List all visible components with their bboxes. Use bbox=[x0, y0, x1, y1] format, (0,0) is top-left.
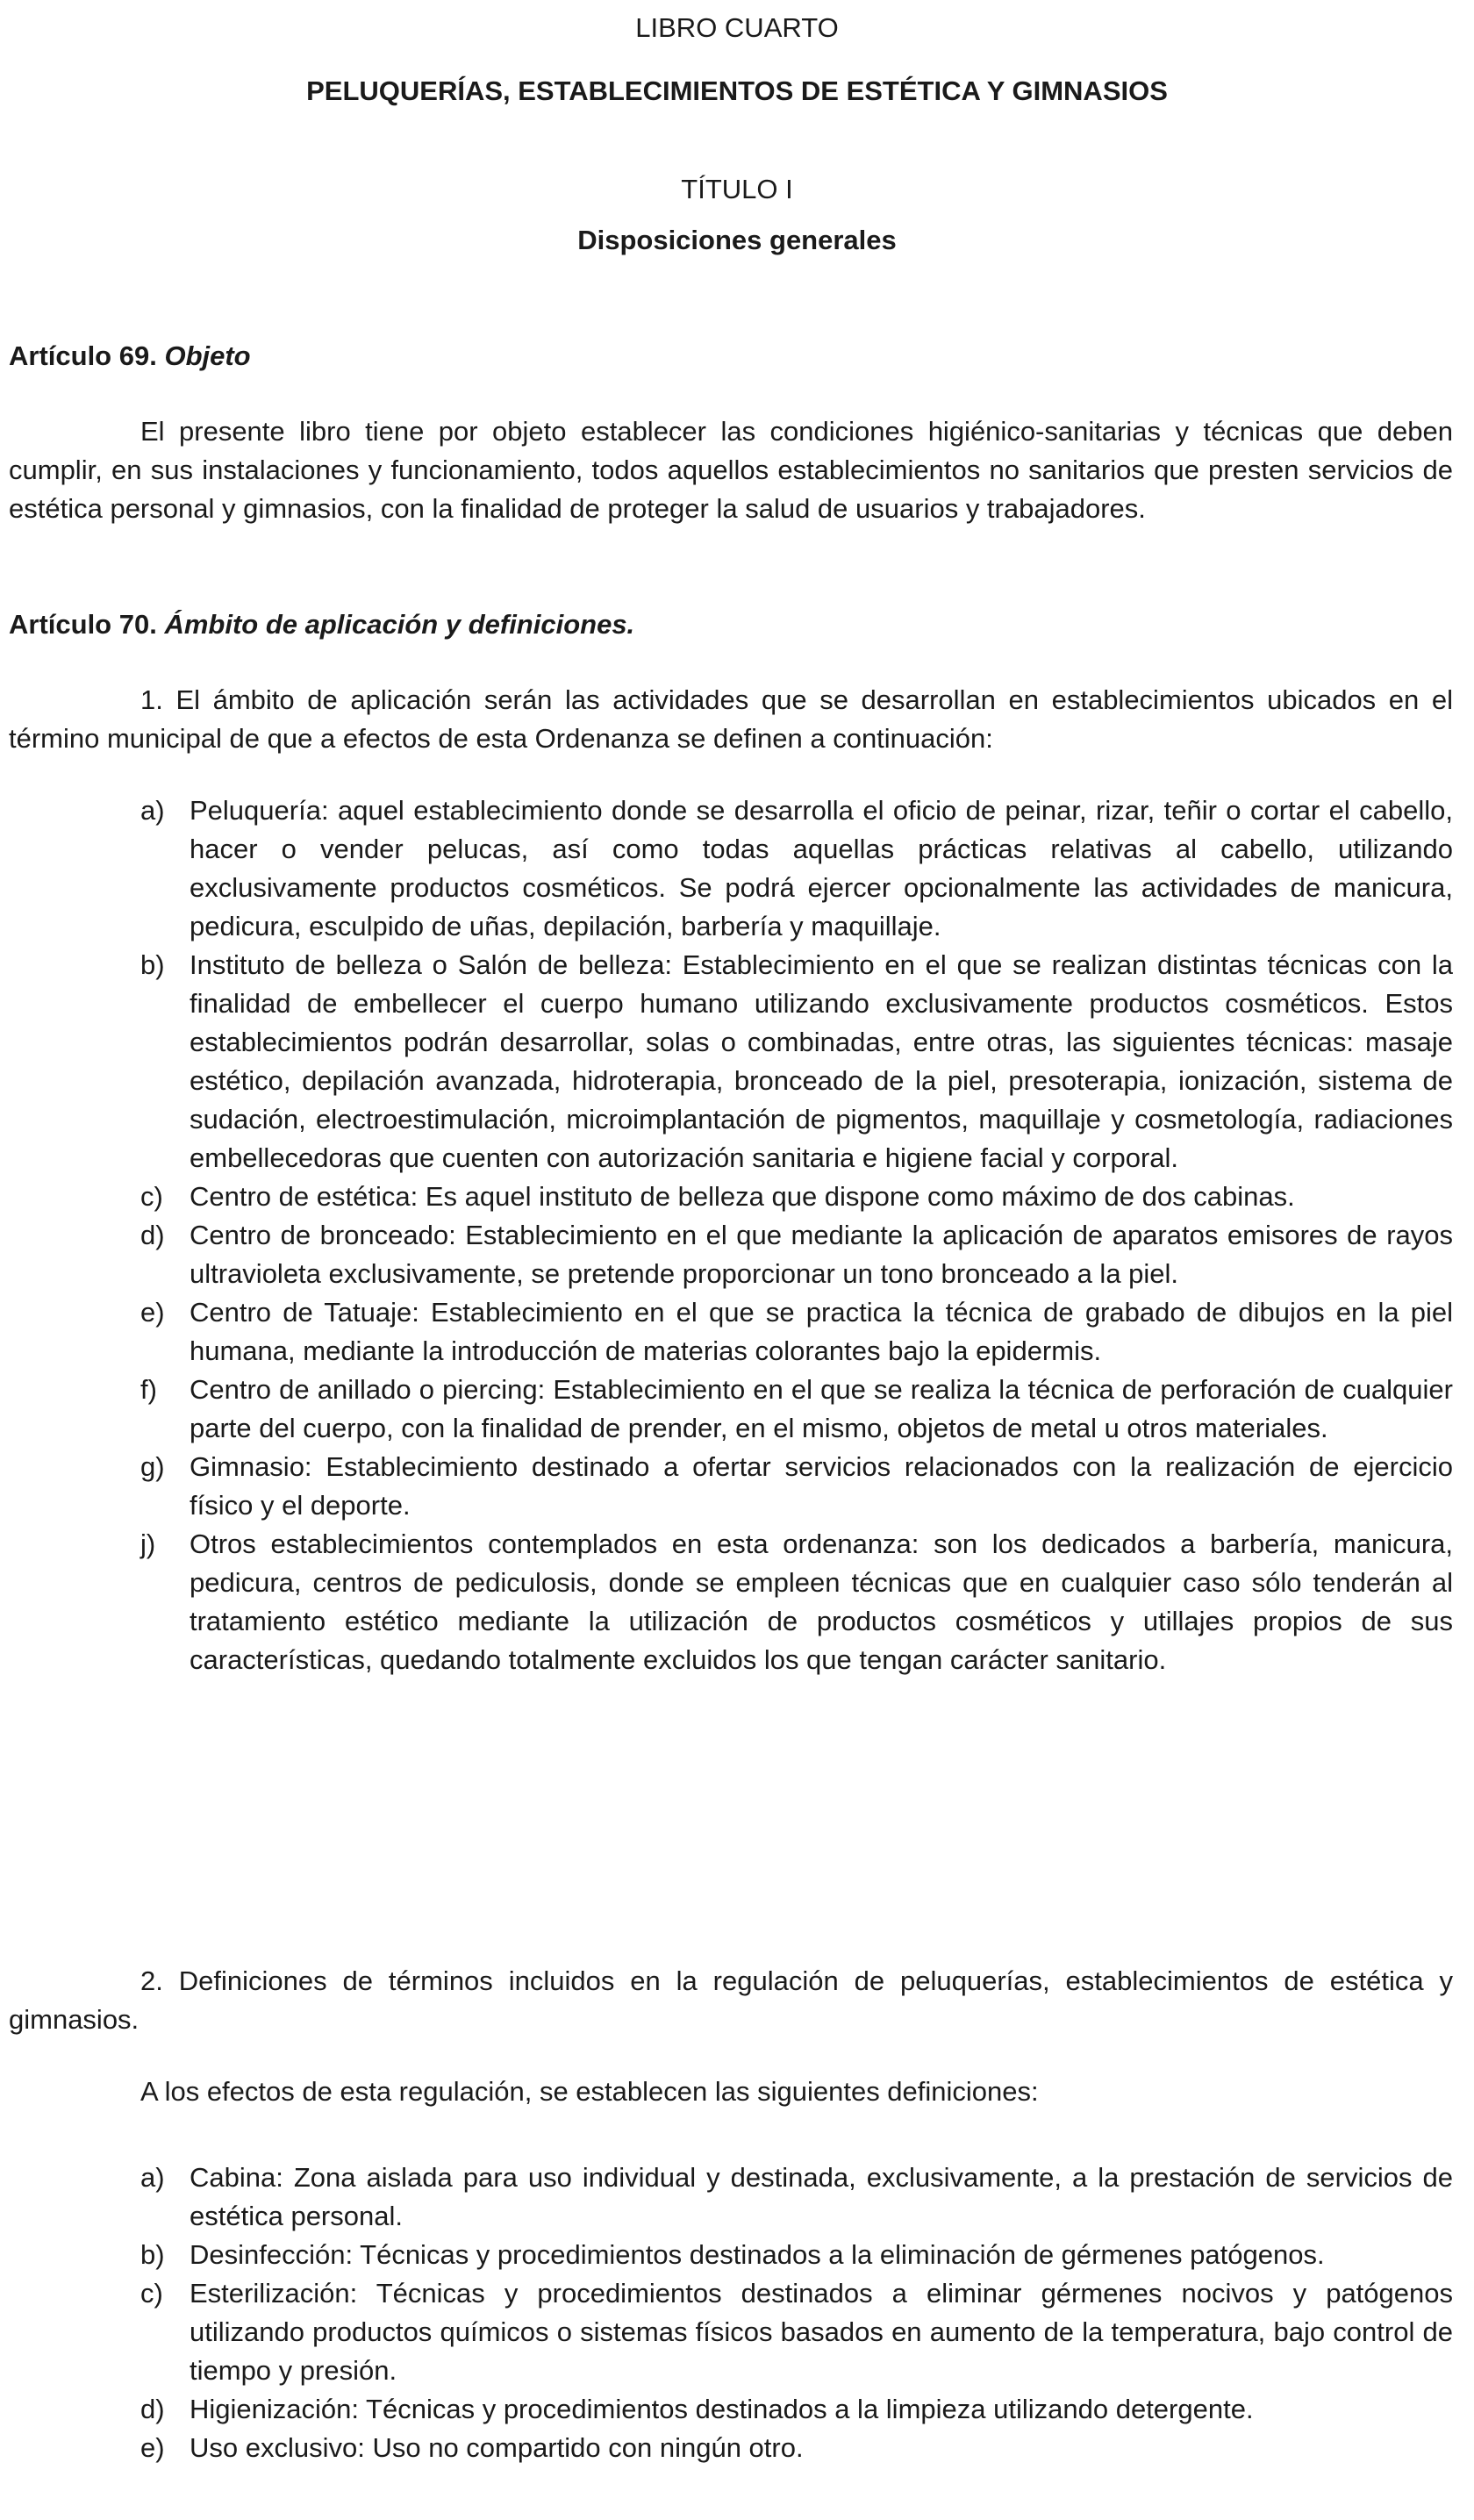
list-item bbox=[140, 2158, 1453, 2236]
list-marker: d) bbox=[140, 2394, 165, 2424]
list-item-text: Peluquería: aquel establecimiento donde se desarrolla el oficio de peinar, rizar, teñir o cortar el cabello, hacer o vender pelucas, así como todas aquellas prácticas relativas al cabello, utilizando exclusivamente productos cosméticos. Se podrá ejercer opcionalmente las actividades de manicura, pedicura, esculpido de uñas, depilación, barbería y maquillaje. bbox=[190, 795, 1453, 941]
article-69-name: Objeto bbox=[164, 340, 251, 371]
list-item bbox=[140, 2390, 1453, 2429]
list-item bbox=[140, 1525, 1453, 1679]
list-item-text: Centro de bronceado: Establecimiento en el que mediante la aplicación de aparatos emisores de rayos ultravioleta exclusivamente, se pretende proporcionar un tono bronceado a la piel. bbox=[190, 1220, 1453, 1289]
list-item-text: Desinfección: Técnicas y procedimientos destinados a la eliminación de gérmenes patógenos. bbox=[190, 2239, 1325, 2270]
list-item-text: Esterilización: Técnicas y procedimientos destinados a eliminar gérmenes nocivos y patógenos utilizando productos químicos o sistemas físicos basados en aumento de la temperatura, bajo control de tiempo y presión. bbox=[190, 2278, 1453, 2386]
list-marker: e) bbox=[140, 1297, 165, 1328]
article-70-number: Artículo 70. bbox=[9, 609, 157, 640]
list-marker: d) bbox=[140, 1220, 165, 1250]
title-label: TÍTULO I bbox=[681, 174, 793, 204]
list-item-text: Cabina: Zona aislada para uso individual y destinada, exclusivamente, a la prestación de servicios de estética personal. bbox=[190, 2162, 1453, 2231]
article-70-paragraph-1: 1. El ámbito de aplicación serán las actividades que se desarrollan en establecimientos ubicados en el término municipal de que a efectos de esta Ordenanza se definen a continuación: bbox=[9, 684, 1453, 754]
list-marker: b) bbox=[140, 949, 165, 980]
list-item-text: Otros establecimientos contemplados en esta ordenanza: son los dedicados a barbería, manicura, pedicura, centros de pediculosis, donde se empleen técnicas que en cualquier caso sólo tenderán al tratamiento estético mediante la utilización de productos cosméticos y utillajes propios de sus características, quedando totalmente excluidos los que tengan carácter sanitario. bbox=[190, 1528, 1453, 1675]
article-70-paragraph-2: 2. Definiciones de términos incluidos en la regulación de peluquerías, establecimientos de estética y gimnasios. bbox=[9, 1965, 1453, 2035]
definitions-list bbox=[140, 2158, 1453, 2467]
article-70-heading bbox=[9, 609, 634, 641]
list-item-text: Gimnasio: Establecimiento destinado a ofertar servicios relacionados con la realización de ejercicio físico y el deporte. bbox=[190, 1451, 1453, 1521]
book-title: PELUQUERÍAS, ESTABLECIMIENTOS DE ESTÉTICA Y GIMNASIOS bbox=[306, 75, 1168, 106]
list-item bbox=[140, 1371, 1453, 1448]
article-69-number: Artículo 69. bbox=[9, 340, 157, 371]
list-item bbox=[140, 2274, 1453, 2390]
list-item bbox=[140, 946, 1453, 1178]
list-marker: g) bbox=[140, 1451, 165, 1482]
list-marker: e) bbox=[140, 2432, 165, 2463]
list-item-text: Centro de Tatuaje: Establecimiento en el que se practica la técnica de grabado de dibujos en la piel humana, mediante la introducción de materias colorantes bajo la epidermis. bbox=[190, 1297, 1453, 1366]
title-heading: Disposiciones generales bbox=[577, 225, 897, 255]
article-70-paragraph-3: A los efectos de esta regulación, se establecen las siguientes definiciones: bbox=[140, 2076, 1039, 2107]
list-marker: f) bbox=[140, 1374, 157, 1405]
establishment-types-list bbox=[140, 791, 1453, 1679]
article-69-heading bbox=[9, 340, 251, 372]
list-item bbox=[140, 2236, 1453, 2274]
list-marker: b) bbox=[140, 2239, 165, 2270]
list-item bbox=[140, 791, 1453, 946]
list-marker: j) bbox=[140, 1528, 156, 1559]
list-item bbox=[140, 1448, 1453, 1525]
article-69-text: El presente libro tiene por objeto establecer las condiciones higiénico-sanitarias y técnicas que deben cumplir, en sus instalaciones y funcionamiento, todos aquellos establecimientos no sanitarios que presten servicios de estética personal y gimnasios, con la finalidad de proteger la salud de usuarios y trabajadores. bbox=[9, 416, 1453, 524]
list-item-text: Centro de anillado o piercing: Establecimiento en el que se realiza la técnica de perforación de cualquier parte del cuerpo, con la finalidad de prender, en el mismo, objetos de metal u otros materiales. bbox=[190, 1374, 1453, 1443]
list-item-text: Uso exclusivo: Uso no compartido con ningún otro. bbox=[190, 2432, 804, 2463]
list-marker: a) bbox=[140, 795, 165, 826]
list-item bbox=[140, 1216, 1453, 1293]
list-marker: c) bbox=[140, 1181, 163, 1212]
list-marker: a) bbox=[140, 2162, 165, 2193]
article-70-name: Ámbito de aplicación y definiciones. bbox=[164, 609, 635, 640]
list-item bbox=[140, 1293, 1453, 1371]
list-item bbox=[140, 1178, 1453, 1216]
list-item-text: Higienización: Técnicas y procedimientos destinados a la limpieza utilizando detergente. bbox=[190, 2394, 1254, 2424]
list-marker: c) bbox=[140, 2278, 163, 2309]
book-label: LIBRO CUARTO bbox=[635, 12, 839, 43]
list-item-text: Centro de estética: Es aquel instituto de belleza que dispone como máximo de dos cabinas. bbox=[190, 1181, 1295, 1212]
list-item bbox=[140, 2429, 1453, 2467]
list-item-text: Instituto de belleza o Salón de belleza: Establecimiento en el que se realizan distintas técnicas con la finalidad de embellecer el cuerpo humano utilizando exclusivamente productos cosméticos. Estos establecimientos podrán desarrollar, solas o combinadas, entre otras, las siguientes técnicas: masaje estético, depilación avanzada, hidroterapia, bronceado de la piel, presoterapia, ionización, sistema de sudación, electroestimulación, microimplantación de pigmentos, maquillaje y cosmetología, radiaciones embellecedoras que cuenten con autorización sanitaria e higiene facial y corporal. bbox=[190, 949, 1453, 1173]
